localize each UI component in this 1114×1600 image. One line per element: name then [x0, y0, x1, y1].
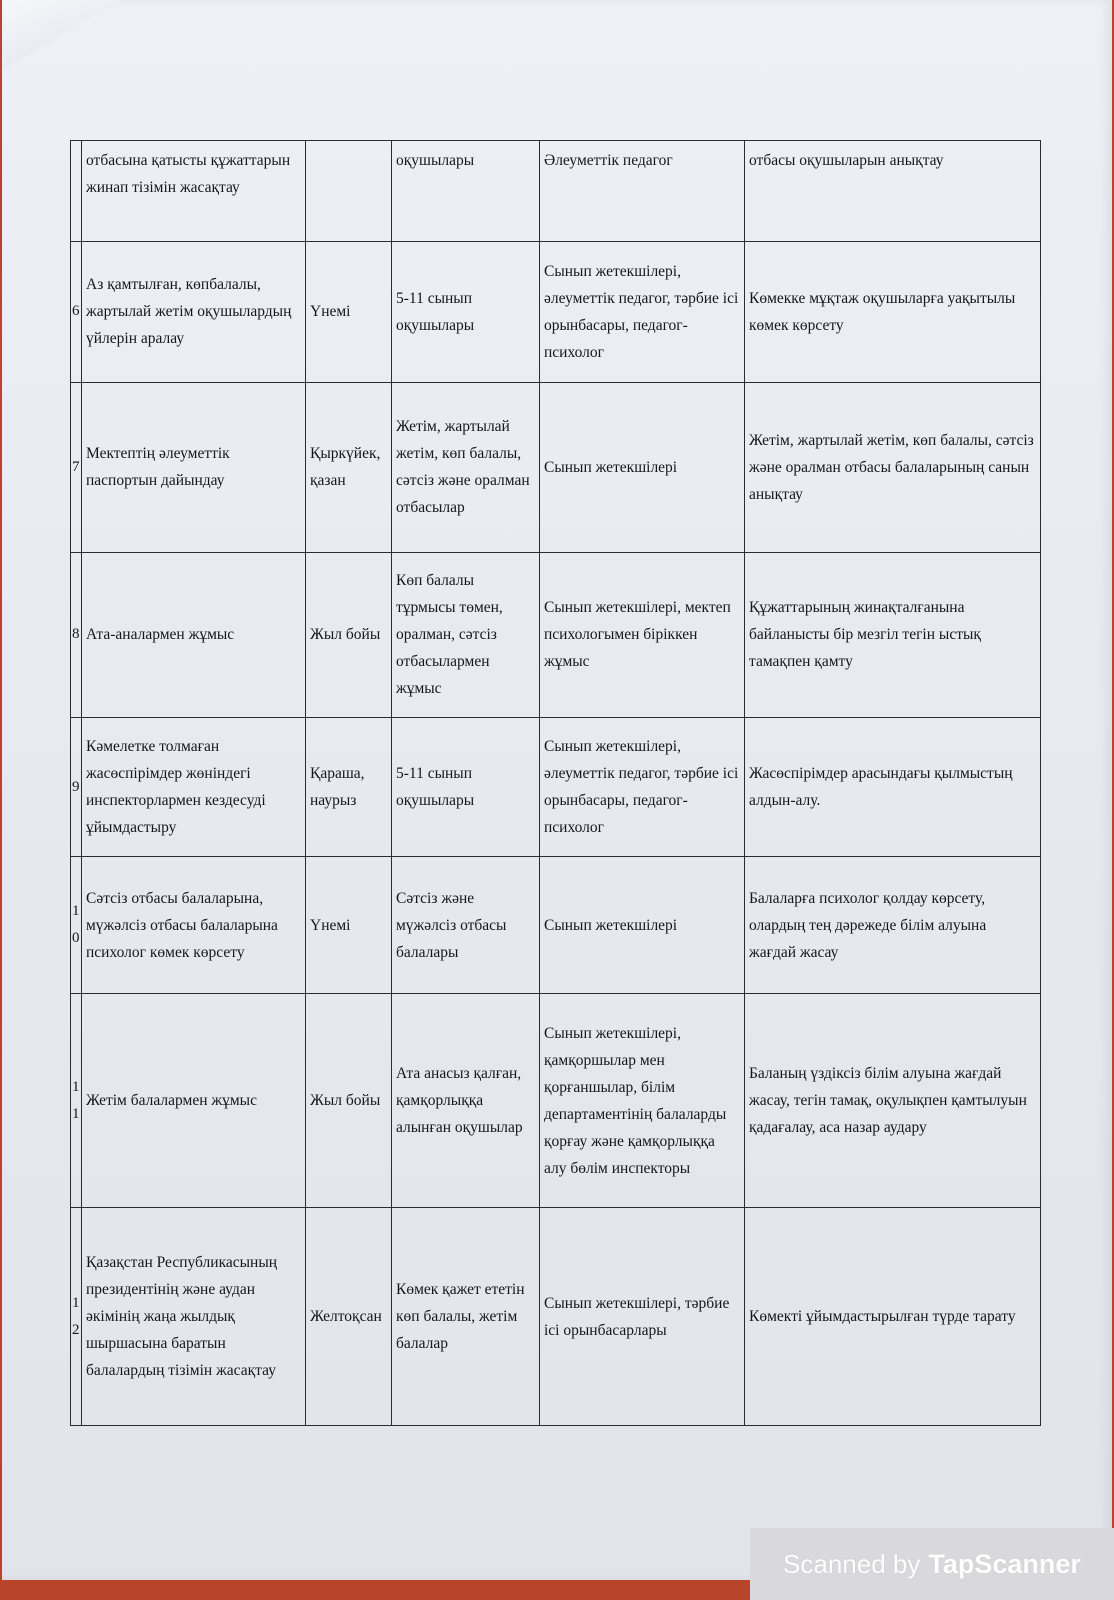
activity-cell: Мектептің әлеуметтік паспортын дайындау: [82, 383, 306, 552]
table-row: [71, 717, 1041, 856]
table-row: [71, 383, 1041, 552]
plan-table: [70, 140, 1041, 1426]
target-group-cell: оқушылары: [392, 141, 540, 242]
target-group-cell: 5-11 сынып оқушылары: [392, 241, 540, 382]
scanner-watermark: [750, 1528, 1114, 1600]
expected-result-cell: Көмекке мұқтаж оқушыларға уақытылы көмек көрсету: [745, 241, 1041, 382]
expected-result-cell: отбасы оқушыларын анықтау: [745, 141, 1041, 242]
period-cell: Қыркүйек, қазан: [306, 383, 392, 552]
responsible-cell: Сынып жетекшілері, әлеуметтік педагог, тәрбие ісі орынбасары, педагог-психолог: [540, 241, 745, 382]
table-row: [71, 994, 1041, 1208]
scanned-page: [2, 0, 1112, 1580]
watermark-brand: TapScanner: [928, 1548, 1081, 1579]
row-number-cell: 11: [71, 994, 82, 1208]
activity-cell: Сәтсіз отбасы балаларына, мүжәлсіз отбасы балаларына психолог көмек көрсету: [82, 857, 306, 994]
table-row: [71, 1208, 1041, 1426]
folded-corner: [2, 0, 122, 70]
responsible-cell: Сынып жетекшілері, мектеп психологымен біріккен жұмыс: [540, 552, 745, 717]
row-number-cell: 12: [71, 1208, 82, 1426]
responsible-cell: Сынып жетекшілері: [540, 383, 745, 552]
activity-cell: Аз қамтылған, көпбалалы, жартылай жетім оқушылардың үйлерін аралау: [82, 241, 306, 382]
target-group-cell: 5-11 сынып оқушылары: [392, 717, 540, 856]
target-group-cell: Ата анасыз қалған, қамқорлыққа алынған оқушылар: [392, 994, 540, 1208]
target-group-cell: Көмек қажет ететін көп балалы, жетім балалар: [392, 1208, 540, 1426]
period-cell: [306, 141, 392, 242]
table-row: [71, 857, 1041, 994]
row-number-cell: 10: [71, 857, 82, 994]
row-number-cell: 7: [71, 383, 82, 552]
table-row: [71, 552, 1041, 717]
activity-cell: Кәмелетке толмаған жасөспірімдер жөніндегі инспекторлармен кездесуді ұйымдастыру: [82, 717, 306, 856]
activity-cell: Қазақстан Республикасының президентінің және аудан әкімінің жаңа жылдық шыршасына баратын балалардың тізімін жасақтау: [82, 1208, 306, 1426]
period-cell: Үнемі: [306, 241, 392, 382]
target-group-cell: Жетім, жартылай жетім, көп балалы, сәтсіз және оралман отбасылар: [392, 383, 540, 552]
expected-result-cell: Көмекті ұйымдастырылған түрде тарату: [745, 1208, 1041, 1426]
watermark-prefix: Scanned by: [783, 1548, 921, 1579]
activity-cell: Жетім балалармен жұмыс: [82, 994, 306, 1208]
period-cell: Қараша, наурыз: [306, 717, 392, 856]
row-number-cell: [71, 141, 82, 242]
period-cell: Жыл бойы: [306, 552, 392, 717]
responsible-cell: Сынып жетекшілері, тәрбие ісі орынбасарлары: [540, 1208, 745, 1426]
table-row: [71, 241, 1041, 382]
period-cell: Желтоқсан: [306, 1208, 392, 1426]
responsible-cell: Сынып жетекшілері: [540, 857, 745, 994]
expected-result-cell: Балаларға психолог қолдау көрсету, олардың тең дәрежеде білім алуына жағдай жасау: [745, 857, 1041, 994]
responsible-cell: Сынып жетекшілері, қамқоршылар мен қорғаншылар, білім департаментінің балаларды қорғау және қамқорлыққа алу бөлім инспекторы: [540, 994, 745, 1208]
period-cell: Жыл бойы: [306, 994, 392, 1208]
responsible-cell: Сынып жетекшілері, әлеуметтік педагог, тәрбие ісі орынбасары, педагог-психолог: [540, 717, 745, 856]
expected-result-cell: Құжаттарының жинақталғанына байланысты бір мезгіл тегін ыстық тамақпен қамту: [745, 552, 1041, 717]
period-cell: Үнемі: [306, 857, 392, 994]
table-row: [71, 141, 1041, 242]
target-group-cell: Көп балалы тұрмысы төмен, оралман, сәтсіз отбасылармен жұмыс: [392, 552, 540, 717]
activity-cell: Ата-аналармен жұмыс: [82, 552, 306, 717]
expected-result-cell: Жасөспірімдер арасындағы қылмыстың алдын-алу.: [745, 717, 1041, 856]
row-number-cell: 9: [71, 717, 82, 856]
row-number-cell: 6: [71, 241, 82, 382]
responsible-cell: Әлеуметтік педагог: [540, 141, 745, 242]
expected-result-cell: Баланың үздіксіз білім алуына жағдай жасау, тегін тамақ, оқулықпен қамтылуын қадағалау, аса назар аудару: [745, 994, 1041, 1208]
row-number-cell: 8: [71, 552, 82, 717]
expected-result-cell: Жетім, жартылай жетім, көп балалы, сәтсіз және оралман отбасы балаларының санын анықтау: [745, 383, 1041, 552]
activity-cell: отбасына қатысты құжаттарын жинап тізімін жасақтау: [82, 141, 306, 242]
target-group-cell: Сәтсіз және мүжәлсіз отбасы балалары: [392, 857, 540, 994]
